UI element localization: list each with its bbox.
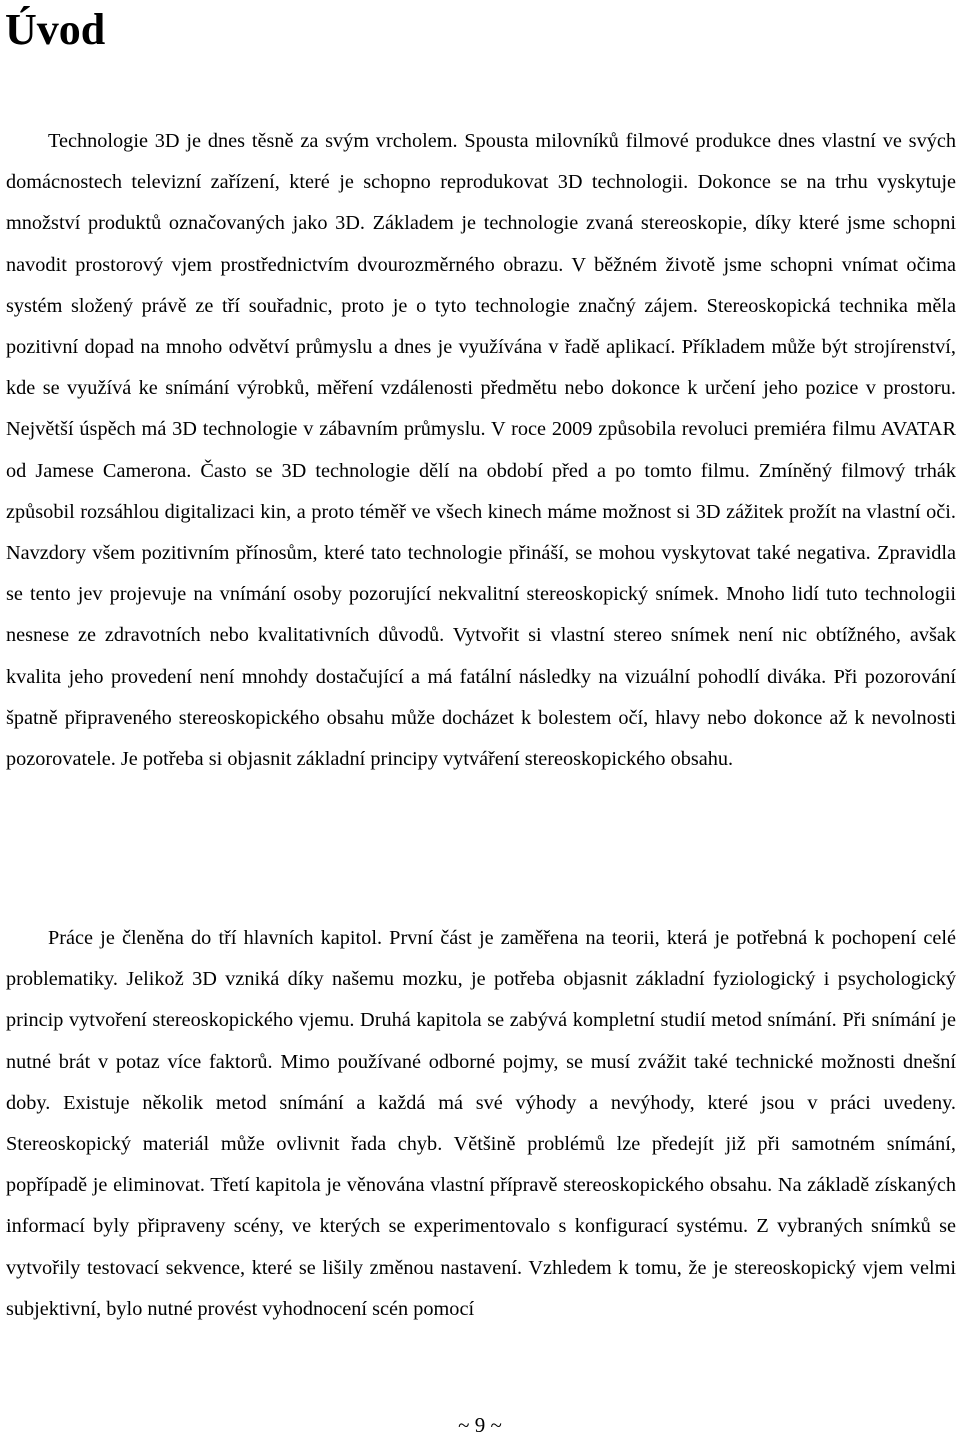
page-title: Úvod xyxy=(5,5,106,54)
page-number: ~ 9 ~ xyxy=(458,1413,502,1437)
paragraph-intro: Technologie 3D je dnes těsně za svým vrcholem. Spousta milovníků filmové produkce dnes vlastní ve svých domácnostech televizní zařízení, které je schopno reprodukovat 3D technologii. Dokonce se na trhu vyskytuje množství produktů označovaných jako 3D. Základem je technologie zvaná stereoskopie, díky které jsme schopni navodit prostorový vjem prostřednictvím dvourozměrného obrazu. V běžném životě jsme schopni vnímat očima systém složený právě ze tří souřadnic, proto je o tyto technologie značný zájem. Stereoskopická technika měla pozitivní dopad na mnoho odvětví průmyslu a dnes je využívána v řadě aplikací. Příkladem může být strojírenství, kde se využívá ke snímání výrobků, měření vzdálenosti předmětu nebo dokonce k určení jeho pozice v prostoru. Největší úspěch má 3D technologie v zábavním průmyslu. V roce 2009 způsobila revoluci premiéra filmu AVATAR od Jamese Camerona. Často se 3D technologie dělí na období před a po tomto filmu. Zmíněný filmový trhák způsobil rozsáhlou digitalizaci kin, a proto téměř ve všech kinech máme možnost si 3D zážitek prožít na vlastní oči. Navzdory všem pozitivním přínosům, které tato technologie přináší, se mohou vyskytovat také negativa. Zpravidla se tento jev projevuje na vnímání osoby pozorující nekvalitní stereoskopický snímek. Mnoho lidí tuto technologii nesnese ze zdravotních nebo kvalitativních důvodů. Vytvořit si vlastní stereo snímek není nic obtížného, avšak kvalita jeho provedení není mnohdy dostačující a má fatální následky na vizuální pohodlí diváka. Při pozorování špatně připraveného stereoskopického obsahu může docházet k bolestem očí, hlavy nebo dokonce až k nevolnosti pozorovatele. Je potřeba si objasnit základní principy vytváření stereoskopického obsahu. xyxy=(6,130,956,771)
paragraph-structure: Práce je členěna do tří hlavních kapitol. První část je zaměřena na teorii, která je potřebná k pochopení celé problematiky. Jelikož 3D vzniká díky našemu mozku, je potřeba objasnit základní fyziologický i psychologický princip vytvoření stereoskopického vjemu. Druhá kapitola se zabývá kompletní studií metod snímání. Při snímání je nutné brát v potaz více faktorů. Mimo používané odborné pojmy, se musí zvážit také technické možnosti dnešní doby. Existuje několik metod snímání a každá má své výhody a nevýhody, které jsou v práci uvedeny. Stereoskopický materiál může ovlivnit řada chyb. Většině problémů lze předejít již při samotném snímání, popřípadě je eliminovat. Třetí kapitola je věnována vlastní přípravě stereoskopického obsahu. Na základě získaných informací byly připraveny scény, ve kterých se experimentovalo s konfigurací systému. Z vybraných snímků se vytvořily testovací sekvence, které se lišily změnou nastavení. Vzhledem k tomu, že je stereoskopický vjem velmi subjektivní, bylo nutné provést vyhodnocení scén pomocí xyxy=(6,927,956,1320)
